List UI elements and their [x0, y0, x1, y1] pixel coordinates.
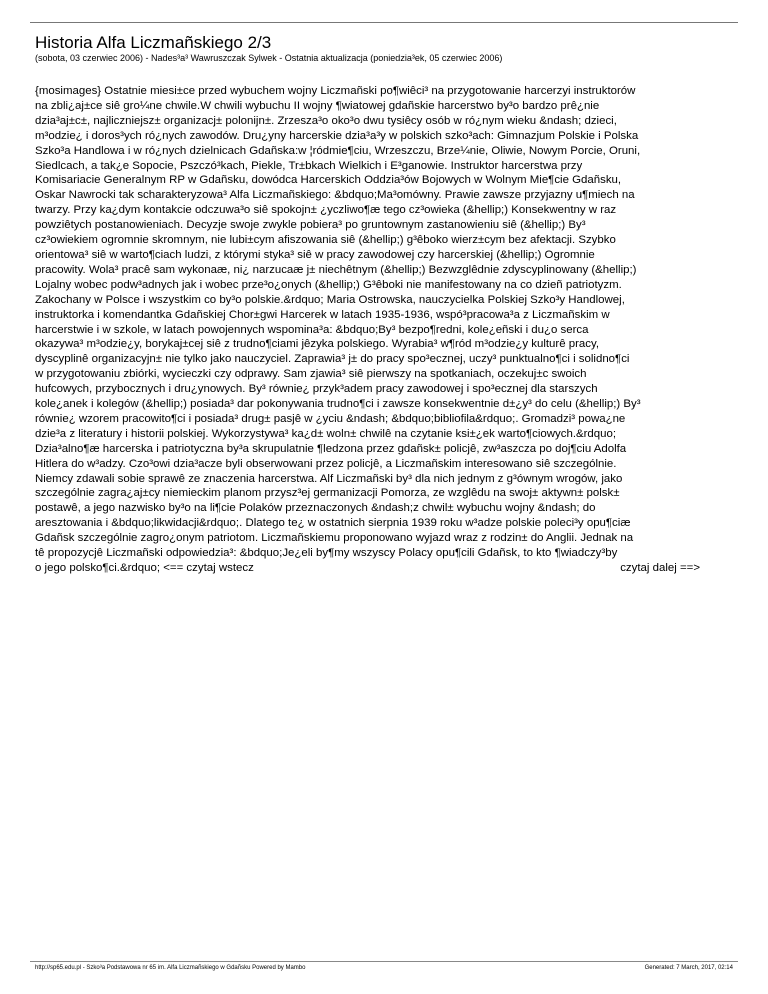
body-line: Oskar Nawrocki tak scharakteryzowa³ Alfa Liczmañskiego: &bdquo;Ma³omówny. Prawie zawsze przyjazny u¶miech na [35, 189, 635, 202]
body-line: m³odzie¿ i doros³ych ró¿nych zawodów. Dru¿yny harcerskie dzia³a³y w polskich szko³ach: Gimnazjum Polskie i Polska [35, 129, 639, 142]
body-line: dzie³a z literatury i historii polskiej. Wykorzystywa³ ka¿d± woln± chwilê na czytanie ksi±¿ek warto¶ciowych.&rdquo; [35, 427, 617, 440]
body-line: dzia³aj±c±, najliczniejsz± organizacj± polonijn±. Zrzesza³o oko³o dwu tysiêcy osób w ró¿nym wieku &ndash; dzieci, [35, 114, 617, 127]
body-line: postawê, a jego nazwisko by³o na li¶cie Polaków przeznaczonych &ndash;z chwil± wybuchu wojny &ndash; do [35, 502, 596, 515]
body-line: orientowa³ siê w warto¶ciach ludzi, z którymi styka³ siê w pracy zawodowej czy harcerskiej (&hellip;) Ogromnie [35, 248, 595, 261]
read-more-link[interactable]: czytaj dalej ==> [620, 562, 700, 574]
body-line: Niemcy zdawali sobie sprawê ze znaczenia harcerstwa. Alf Liczmañski by³ dla nich jednym z g³ównym wrogów, jako [35, 472, 623, 485]
body-line: tê propozycjê Liczmañski odpowiedzia³: &bdquo;Je¿eli by¶my wszyscy Polacy opu¶cili Gdañsk, to kto ¶wiadczy³by [35, 547, 618, 560]
body-line: szczególnie zagra¿aj±cy niemieckim planom przysz³ej germanizacji Pomorza, ze wzglêdu na swoj± aktywn± polsk± [35, 487, 620, 500]
body-line: dyscyplinê organizacyjn± nie tylko jako nauczyciel. Zaprawia³ j± do pracy spo³ecznej, uczy³ punktualno¶ci i solidno¶ci [35, 353, 630, 366]
body-line: aresztowania i &bdquo;likwidacji&rdquo;. Dlatego te¿ w ostatnich sierpnia 1939 roku w³adze polskie poleci³y opu¶ciæ [35, 517, 631, 530]
body-line: powziêtych postanowieniach. Decyzje swoje zwykle pobiera³ po gruntownym zastanowieniu siê (&hellip;) By³ [35, 219, 586, 232]
body-line: kole¿anek i kolegów (&hellip;) posiada³ dar pokonywania trudno¶ci i zawsze konsekwentnie d±¿y³ do celu (&hellip;) By³ [35, 398, 641, 411]
body-line: Hitlera do w³adzy. Czo³owi dzia³acze byli obserwowani przez policjê, a Liczmañskim interesowano siê szczególnie. [35, 457, 617, 470]
body-line: równie¿ wzorem pracowito¶ci i posiada³ drug± pasjê w ¿yciu &ndash; &bdquo;bibliofila&rdquo;. Gromadzi³ powa¿ne [35, 412, 626, 425]
read-back-link[interactable]: o jego polsko¶ci.&rdquo; <== czytaj wstecz [35, 562, 254, 574]
body-line: hufcowych, przybocznych i dru¿ynowych. By³ równie¿ przyk³adem pracy zawodowej i spo³ecznej dla starszych [35, 383, 598, 396]
footer-source: http://sp65.edu.pl - Szko³a Podstawowa nr 65 im. Alfa Liczmañskiego w Gdañsku Powered by Mambo [35, 965, 306, 971]
body-line: pracowity. Wola³ pracê sam wykonaæ, ni¿ narzucaæ j± niechêtnym (&hellip;) Bezwzglêdnie zdyscyplinowany (&hellip;) [35, 263, 637, 276]
footer-rule [30, 961, 738, 962]
body-line: Komisariacie Generalnym RP w Gdañsku, dowódca Harcerskich Oddzia³ów Bojowych w Wolnym Mie¶cie Gdañsku, [35, 174, 622, 187]
body-line: instruktorka i komendantka Gdañskiej Chor±gwi Harcerek w latach 1935-1936, wspó³pracowa³a z Liczmañskim w [35, 308, 610, 321]
body-line: Siedlcach, a tak¿e Sopocie, Pszczó³kach, Piekle, Tr±bkach Wielkich i E³ganowie. Instruktor harcerstwa przy [35, 159, 583, 172]
body-line: {mosimages} Ostatnie miesi±ce przed wybuchem wojny Liczmañski po¶wiêci³ na przygotowanie harcerzyi instruktorów [35, 85, 636, 97]
body-line: Zakochany w Polsce i wszystkim co by³o polskie.&rdquo; Maria Ostrowska, nauczycielka Polskiej Szko³y Handlowej, [35, 293, 625, 306]
body-line: okazywa³ m³odzie¿y, borykaj±cej siê z trudno¶ciami jêzyka polskiego. Wyrabia³ w¶ród m³odzie¿y kulturê pracy, [35, 338, 600, 351]
body-line: Lojalny wobec podw³adnych jak i wobec prze³o¿onych (&hellip;) G³êboki nie manifestowany na co dzieñ patriotyzm. [35, 278, 622, 291]
article-meta: (sobota, 03 czerwiec 2006) - Nades³a³ Wawruszczak Sylwek - Ostatnia aktualizacja (poniedzia³ek, 05 czerwiec 2006) [35, 53, 503, 63]
body-line: harcerstwie i w szkole, w latach powojennych wspomina³a: &bdquo;By³ bezpo¶redni, kole¿eñski i du¿o serca [35, 323, 589, 336]
body-line: Gdañsk szczególnie zagro¿onym patriotom. Liczmañskiemu proponowano wyjazd wraz z rodzin± do Anglii. Jednak na [35, 532, 634, 545]
body-line: na zbli¿aj±ce siê gro¼ne chwile.W chwili wybuchu II wojny ¶wiatowej gdañskie harcerstwo by³o bardzo prê¿nie [35, 99, 600, 112]
article-body [35, 84, 735, 576]
header-rule [30, 22, 738, 23]
body-line: Dzia³alno¶æ harcerska i patriotyczna by³a skrupulatnie ¶ledzona przez gdañsk± policjê, zw³aszcza po doj¶ciu Adolfa [35, 442, 627, 455]
body-line: Szko³a Handlowa i w ró¿nych dzielnicach Gdañska:w ¦ródmie¶ciu, Wrzeszczu, Brze¼nie, Oliwie, Nowym Porcie, Oruni, [35, 144, 641, 157]
body-line: cz³owiekiem ogromnie skromnym, nie lubi±cym afiszowania siê (&hellip;) g³êboko wierz±cym bez afektacji. Szybko [35, 234, 616, 247]
article-last-line [35, 561, 700, 576]
body-line: w przygotowaniu zbiórki, wycieczki czy odprawy. Sam zjawia³ siê pierwszy na spotkaniach, oczekuj±c swoich [35, 368, 587, 381]
body-line: twarzy. Przy ka¿dym kontakcie odczuwa³o siê spokojn± ¿yczliwo¶æ tego cz³owieka (&hellip;) Konsekwentny w raz [35, 204, 617, 217]
article-paragraph [35, 84, 735, 561]
page-title: Historia Alfa Liczmañskiego 2/3 [35, 33, 272, 52]
footer-generated: Generated: 7 March, 2017, 02:14 [644, 965, 733, 971]
